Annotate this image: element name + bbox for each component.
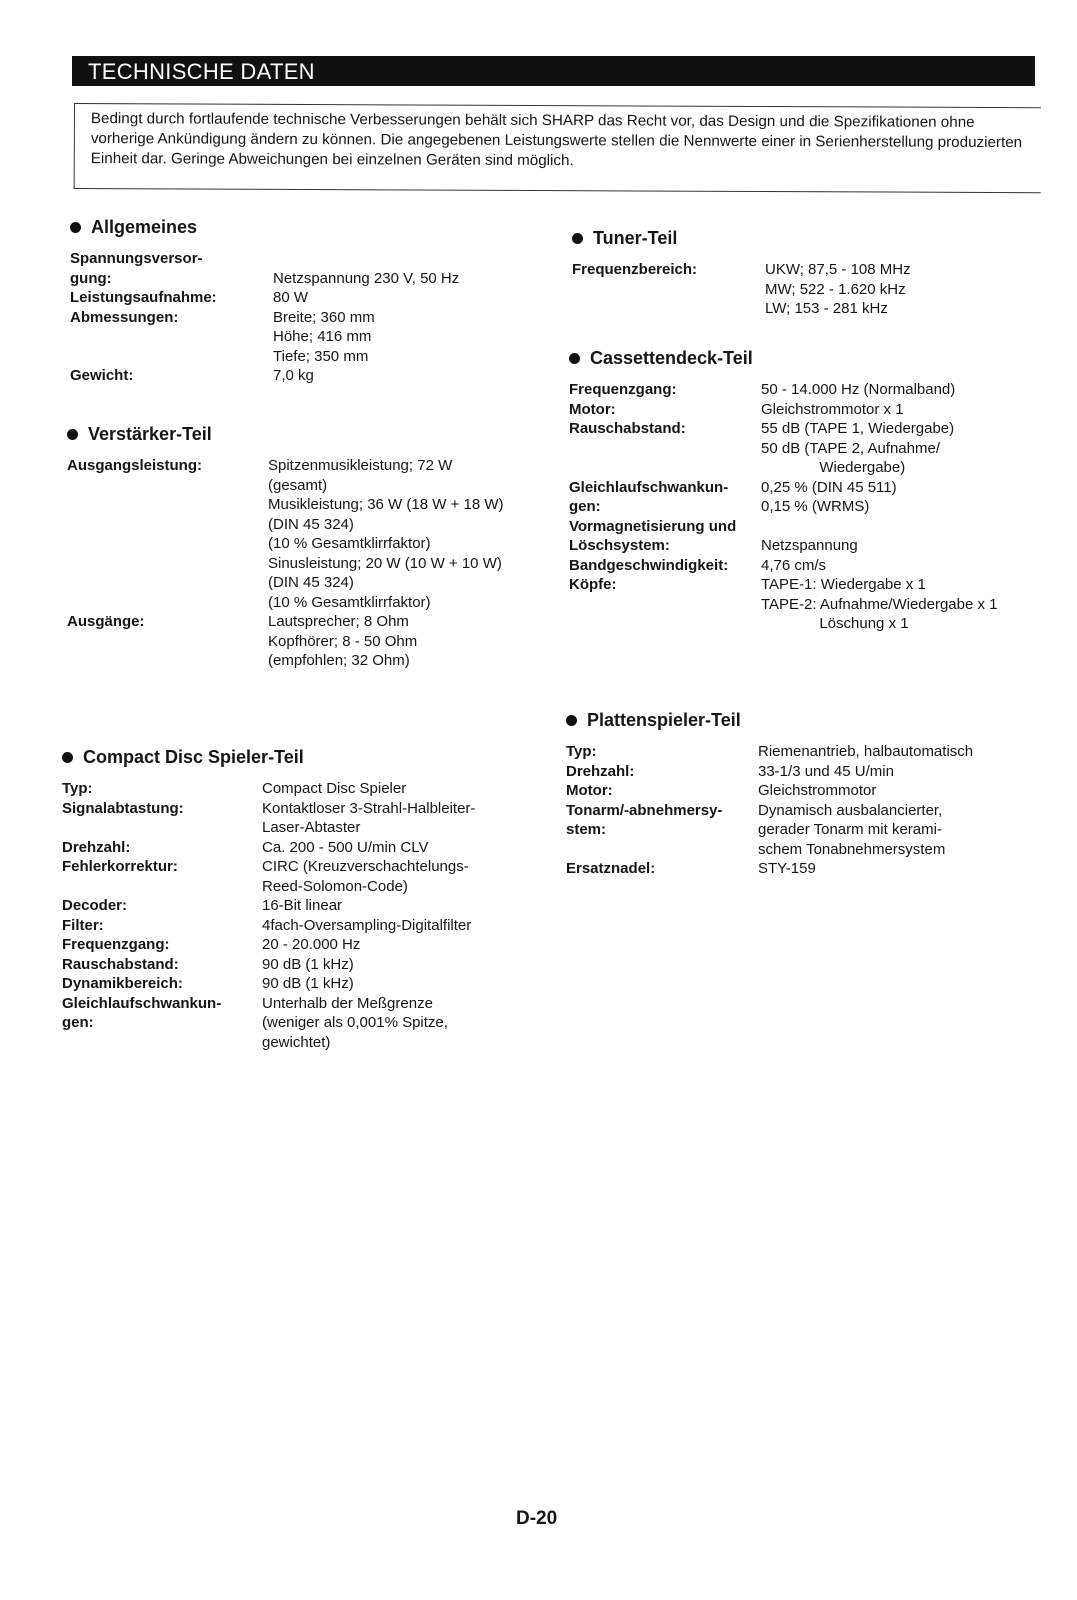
spec-row xyxy=(62,974,532,994)
section-allgemeines xyxy=(70,215,520,386)
spec-label: Typ: xyxy=(62,780,93,797)
spec-label: Rauschabstand: xyxy=(569,420,686,437)
spec-label: Motor: xyxy=(566,782,613,799)
spec-row xyxy=(62,857,532,896)
section-title: Plattenspieler-Teil xyxy=(566,708,1026,732)
section-tuner xyxy=(572,226,1012,319)
spec-row xyxy=(569,400,1049,420)
spec-value: Gleichstrommotor x 1 xyxy=(761,400,904,418)
spec-value: 20 - 20.000 Hz xyxy=(262,936,361,953)
spec-label: Drehzahl: xyxy=(566,762,635,780)
section-title: Compact Disc Spieler-Teil xyxy=(62,745,532,769)
section-cd xyxy=(62,745,532,1052)
spec-label: Tonarm/-abnehmersy- stem: xyxy=(566,801,723,838)
spec-value: 7,0 kg xyxy=(273,367,314,384)
spec-value: Ca. 200 - 500 U/min CLV xyxy=(262,838,429,856)
spec-value: 16-Bit linear xyxy=(262,897,343,914)
spec-row xyxy=(67,612,557,671)
spec-label: Köpfe: xyxy=(569,576,617,593)
spec-row xyxy=(569,419,1049,478)
spec-list xyxy=(70,249,520,386)
section-title: Cassettendeck-Teil xyxy=(569,346,1049,370)
spec-label: Dynamikbereich: xyxy=(62,975,183,992)
spec-row xyxy=(70,366,520,386)
spec-row xyxy=(62,994,532,1053)
spec-value: Breite; 360 mm Höhe; 416 mm Tiefe; 350 mm xyxy=(273,308,375,365)
spec-value: 90 dB (1 kHz) xyxy=(262,955,354,973)
spec-row xyxy=(569,575,1049,634)
spec-label: Decoder: xyxy=(62,897,128,914)
spec-label: Leistungsaufnahme: xyxy=(70,289,217,306)
spec-value: Kontaktloser 3-Strahl-Halbleiter- Laser-Abtaster xyxy=(262,799,476,836)
spec-label: Ausgänge: xyxy=(67,613,145,630)
spec-row xyxy=(62,896,532,916)
spec-label: Gleichlaufschwankun- gen: xyxy=(569,478,729,515)
spec-row xyxy=(62,838,532,858)
spec-value: 4,76 cm/s xyxy=(761,556,827,574)
spec-value: 90 dB (1 kHz) xyxy=(262,975,354,992)
spec-label: Ausgangsleistung: xyxy=(67,457,203,474)
spec-value: 0,25 % (DIN 45 511) 0,15 % (WRMS) xyxy=(761,478,897,515)
spec-row xyxy=(566,859,1026,879)
bullet-icon xyxy=(70,222,81,233)
spec-list xyxy=(572,260,1012,319)
spec-row xyxy=(62,955,532,975)
section-platten xyxy=(566,708,1026,879)
spec-label: Gleichlaufschwankun- gen: xyxy=(62,994,222,1031)
spec-row xyxy=(62,779,532,799)
spec-label: Fehlerkorrektur: xyxy=(62,858,178,875)
bullet-icon xyxy=(566,715,577,726)
spec-row xyxy=(67,456,557,612)
bullet-icon xyxy=(569,353,580,364)
spec-value: 50 - 14.000 Hz (Normalband) xyxy=(761,381,956,398)
notice-box xyxy=(74,103,1041,193)
spec-value: Netzspannung 230 V, 50 Hz xyxy=(273,269,460,287)
section-title: Tuner-Teil xyxy=(572,226,1012,250)
spec-value: 80 W xyxy=(273,289,309,306)
spec-row xyxy=(62,935,532,955)
spec-value: UKW; 87,5 - 108 MHz MW; 522 - 1.620 kHz LW; 153 - 281 kHz xyxy=(765,261,911,317)
spec-row xyxy=(70,288,520,308)
spec-label: Ersatznadel: xyxy=(566,860,656,877)
spec-label: Filter: xyxy=(62,916,104,934)
notice-text: Bedingt durch fortlaufende technische Verbesserungen behält sich SHARP das Recht vor, das Design und die Spezifikationen ohne vorherige Ankündigung ändern zu können. Die angegebenen Leistungswerte stellen die Nennwerte einer in Serienherstellung produzierten Einheit dar. Geringe Abweichungen bei einzelnen Geräten sind möglich. xyxy=(90,110,1023,170)
spec-row xyxy=(70,308,520,367)
section-title: Verstärker-Teil xyxy=(67,422,557,446)
spec-list xyxy=(566,742,1026,879)
spec-value: 4fach-Oversampling-Digitalfilter xyxy=(262,916,472,934)
spec-label: Bandgeschwindigkeit: xyxy=(569,556,729,574)
spec-value: Unterhalb der Meßgrenze (weniger als 0,001% Spitze, gewichtet) xyxy=(262,994,448,1051)
spec-list xyxy=(569,380,1049,634)
page-title: TECHNISCHE DATEN xyxy=(88,59,315,84)
spec-label: Frequenzgang: xyxy=(62,936,170,953)
spec-label: Vormagnetisierung und Löschsystem: xyxy=(569,517,737,554)
spec-value: Dynamisch ausbalancierter, gerader Tonarm mit kerami- schem Tonabnehmersystem xyxy=(758,801,946,858)
spec-value: Spitzenmusikleistung; 72 W (gesamt) Musikleistung; 36 W (18 W + 18 W) (DIN 45 324) (10 % Gesamtklirrfaktor) Sinusleistung; 20 W (10 W + 10 W) (DIN 45 324) (10 % Gesamtklirrfaktor) xyxy=(268,457,504,611)
spec-value: TAPE-1: Wiedergabe x 1 TAPE-2: Aufnahme/Wiedergabe x 1 Löschung x 1 xyxy=(761,576,998,632)
spec-row xyxy=(566,742,1026,762)
spec-row xyxy=(569,517,1049,556)
spec-row xyxy=(62,916,532,936)
spec-value: Netzspannung xyxy=(761,537,858,554)
spec-label: Drehzahl: xyxy=(62,838,131,856)
spec-value: Gleichstrommotor xyxy=(758,782,877,799)
spec-label: Rauschabstand: xyxy=(62,955,179,973)
spec-row xyxy=(569,380,1049,400)
spec-row xyxy=(62,799,532,838)
bullet-icon xyxy=(62,752,73,763)
spec-row xyxy=(569,478,1049,517)
spec-label: Signalabtastung: xyxy=(62,799,184,817)
section-verstaerker xyxy=(67,422,557,671)
spec-label: Frequenzbereich: xyxy=(572,261,698,278)
spec-label: Motor: xyxy=(569,400,616,418)
spec-row xyxy=(569,556,1049,576)
spec-label: Spannungsversor- gung: xyxy=(70,250,203,287)
section-cassette xyxy=(569,346,1049,634)
spec-value: Compact Disc Spieler xyxy=(262,780,407,797)
spec-value: CIRC (Kreuzverschachtelungs- Reed-Solomon-Code) xyxy=(262,858,469,895)
spec-row xyxy=(566,781,1026,801)
spec-label: Gewicht: xyxy=(70,367,134,384)
spec-label: Abmessungen: xyxy=(70,308,179,326)
spec-label: Typ: xyxy=(566,743,597,760)
spec-value: Lautsprecher; 8 Ohm Kopfhörer; 8 - 50 Ohm (empfohlen; 32 Ohm) xyxy=(268,613,418,669)
page-number: D-20 xyxy=(516,1508,558,1529)
section-title: Allgemeines xyxy=(70,215,520,239)
title-bar xyxy=(72,56,1035,86)
spec-label: Frequenzgang: xyxy=(569,381,677,398)
spec-row xyxy=(70,249,520,288)
spec-value: 33-1/3 und 45 U/min xyxy=(758,762,894,780)
spec-value: 55 dB (TAPE 1, Wiedergabe) 50 dB (TAPE 2, Aufnahme/ Wiedergabe) xyxy=(761,420,955,476)
bullet-icon xyxy=(67,429,78,440)
spec-list xyxy=(67,456,557,671)
spec-row xyxy=(566,762,1026,782)
bullet-icon xyxy=(572,233,583,244)
spec-value: STY-159 xyxy=(758,860,816,877)
spec-list xyxy=(62,779,532,1052)
spec-row xyxy=(572,260,1012,319)
spec-value: Riemenantrieb, halbautomatisch xyxy=(758,743,974,760)
spec-row xyxy=(566,801,1026,860)
